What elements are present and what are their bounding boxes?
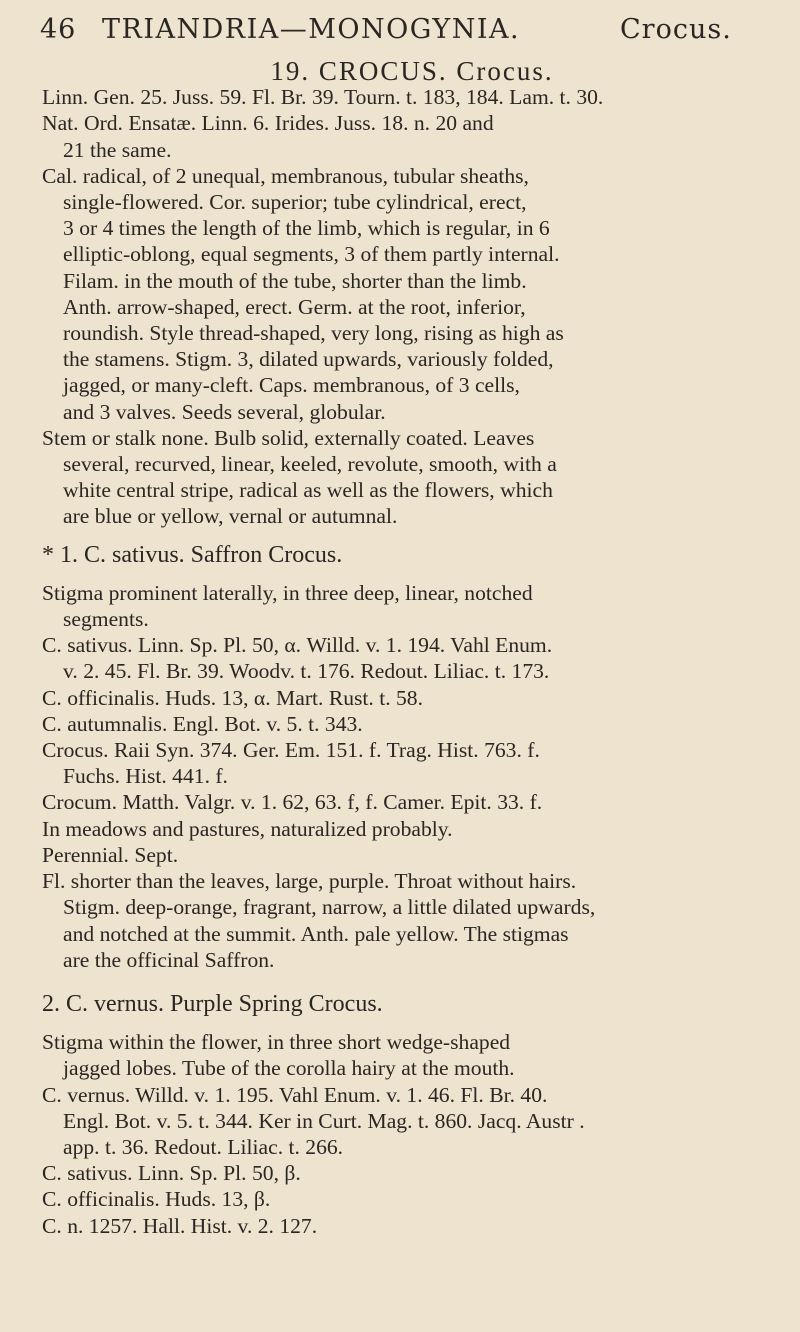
species-2-title: 2. C. vernus. Purple Spring Crocus. xyxy=(42,990,383,1017)
species-1-title: * 1. C. sativus. Saffron Crocus. xyxy=(42,541,343,568)
running-header xyxy=(40,6,780,45)
text-line: C. autumnalis. Engl. Bot. v. 5. t. 343. xyxy=(42,711,363,736)
genus-heading: 19. CROCUS. Crocus. xyxy=(270,56,554,86)
text-line: white central stripe, radical as well as the flowers, which xyxy=(63,478,553,503)
page-body xyxy=(42,58,782,1239)
text-line: the stamens. Stigm. 3, dilated upwards, variously folded, xyxy=(63,347,554,372)
text-line: Linn. Gen. 25. Juss. 59. Fl. Br. 39. Tourn. t. 183, 184. Lam. t. 30. xyxy=(42,85,604,110)
text-line: and 3 valves. Seeds several, globular. xyxy=(63,399,386,424)
text-line: Stigma within the flower, in three short wedge-shaped xyxy=(42,1030,511,1055)
species-2-description xyxy=(42,1029,782,1239)
text-line: Stem or stalk none. Bulb solid, externally coated. Leaves xyxy=(42,425,535,450)
text-line: Anth. arrow-shaped, erect. Germ. at the root, inferior, xyxy=(63,294,526,319)
text-line: are the officinal Saffron. xyxy=(63,947,275,972)
text-line: C. sativus. Linn. Sp. Pl. 50, β. xyxy=(42,1161,301,1186)
text-line: In meadows and pastures, naturalized probably. xyxy=(42,816,453,841)
text-line: Stigma prominent laterally, in three deep, linear, notched xyxy=(42,580,533,605)
text-line: elliptic-oblong, equal segments, 3 of them partly internal. xyxy=(63,242,560,267)
text-line: Nat. Ord. Ensatæ. Linn. 6. Irides. Juss. 18. n. 20 and xyxy=(42,111,494,136)
genus-description xyxy=(42,84,782,529)
text-line: 21 the same. xyxy=(63,137,172,162)
text-line: C. officinalis. Huds. 13, α. Mart. Rust. t. 58. xyxy=(42,685,424,710)
text-line: Stigm. deep-orange, fragrant, narrow, a little dilated upwards, xyxy=(63,895,596,920)
text-line: Fuchs. Hist. 441. f. xyxy=(63,764,228,789)
species-1-description xyxy=(42,580,782,973)
text-line: C. sativus. Linn. Sp. Pl. 50, α. Willd. v. 1. 194. Vahl Enum. xyxy=(42,633,553,658)
text-line: single-flowered. Cor. superior; tube cylindrical, erect, xyxy=(63,190,527,215)
text-line: segments. xyxy=(63,607,149,632)
text-line: Crocus. Raii Syn. 374. Ger. Em. 151. f. Trag. Hist. 763. f. xyxy=(42,738,540,763)
text-line: jagged lobes. Tube of the corolla hairy at the mouth. xyxy=(63,1056,515,1081)
page-number: 46 xyxy=(40,14,77,45)
text-line: Engl. Bot. v. 5. t. 344. Ker in Curt. Mag. t. 860. Jacq. Austr . xyxy=(63,1108,585,1133)
text-line: app. t. 36. Redout. Liliac. t. 266. xyxy=(63,1134,344,1159)
text-line: and notched at the summit. Anth. pale yellow. The stigmas xyxy=(63,921,569,946)
text-line: 3 or 4 times the length of the limb, which is regular, in 6 xyxy=(63,216,550,241)
text-line: several, recurved, linear, keeled, revolute, smooth, with a xyxy=(63,452,557,477)
text-line: Cal. radical, of 2 unequal, membranous, tubular sheaths, xyxy=(42,163,529,188)
text-line: are blue or yellow, vernal or autumnal. xyxy=(63,504,398,529)
text-line: Filam. in the mouth of the tube, shorter than the limb. xyxy=(63,268,527,293)
text-line: Perennial. Sept. xyxy=(42,842,179,867)
text-line: C. officinalis. Huds. 13, β. xyxy=(42,1187,271,1212)
text-line: Crocum. Matth. Valgr. v. 1. 62, 63. f, f. Camer. Epit. 33. f. xyxy=(42,790,543,815)
running-genus: Crocus. xyxy=(620,14,732,45)
text-line: roundish. Style thread-shaped, very long, rising as high as xyxy=(63,321,564,346)
text-line: jagged, or many-cleft. Caps. membranous, of 3 cells, xyxy=(63,373,520,398)
text-line: C. n. 1257. Hall. Hist. v. 2. 127. xyxy=(42,1213,318,1238)
text-line: Fl. shorter than the leaves, large, purple. Throat without hairs. xyxy=(42,869,577,894)
text-line: v. 2. 45. Fl. Br. 39. Woodv. t. 176. Redout. Liliac. t. 173. xyxy=(63,659,550,684)
running-title: TRIANDRIA—MONOGYNIA. xyxy=(102,14,521,45)
text-line: C. vernus. Willd. v. 1. 195. Vahl Enum. v. 1. 46. Fl. Br. 40. xyxy=(42,1082,548,1107)
